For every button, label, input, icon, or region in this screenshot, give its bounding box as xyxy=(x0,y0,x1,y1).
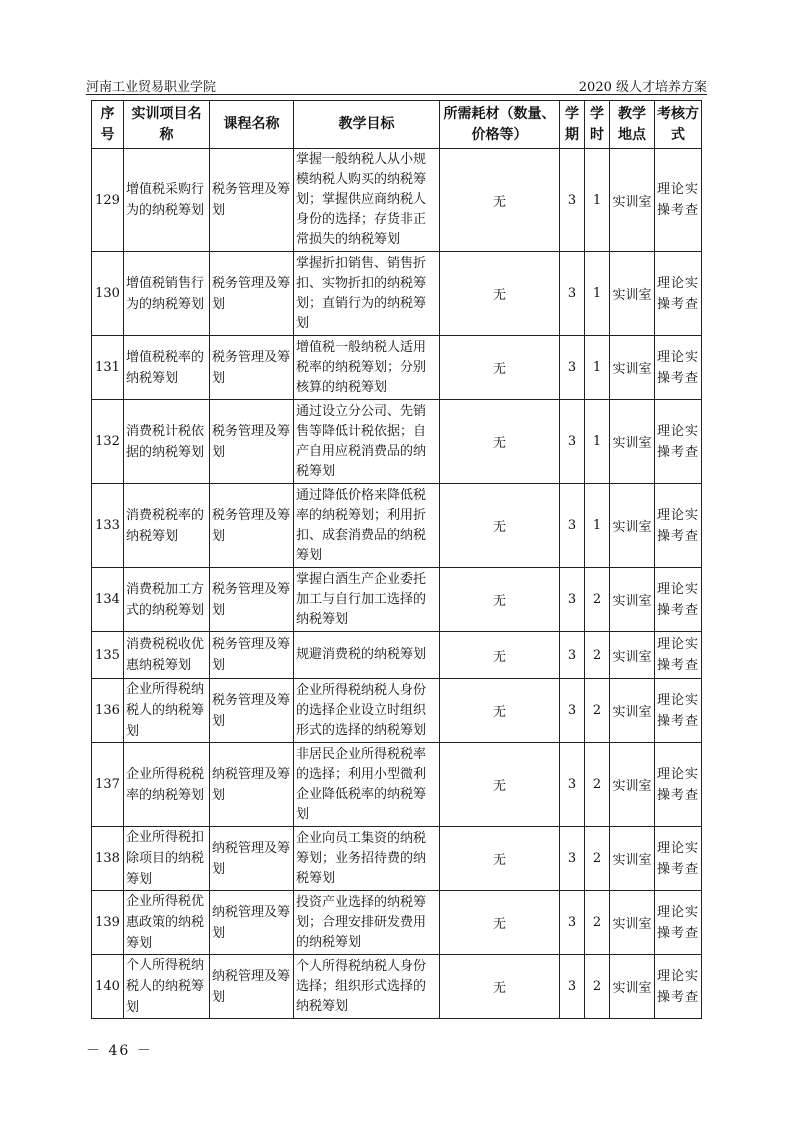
table-row xyxy=(92,743,702,827)
semester-cell: 3 xyxy=(560,679,585,743)
semester-cell: 3 xyxy=(560,891,585,955)
semester-cell: 3 xyxy=(560,484,585,568)
project-name-cell: 企业所得税纳税人的纳税筹划 xyxy=(124,679,210,743)
hours-cell: 2 xyxy=(585,679,610,743)
project-name-cell: 企业所得税税率的纳税筹划 xyxy=(124,743,210,827)
project-name-cell: 增值税采购行为的纳税筹划 xyxy=(124,149,210,252)
location-cell: 实训室 xyxy=(610,149,655,252)
project-name-cell: 消费税税率的纳税筹划 xyxy=(124,484,210,568)
table-row xyxy=(92,955,702,1019)
location-cell: 实训室 xyxy=(610,484,655,568)
teaching-goal-cell: 个人所得税纳税人身份选择；组织形式选择的纳税筹划 xyxy=(294,955,440,1019)
table-row xyxy=(92,632,702,679)
course-name-cell: 税务管理及筹划 xyxy=(210,679,294,743)
course-name-cell: 税务管理及筹划 xyxy=(210,400,294,484)
exam-method-cell: 理论实操考查 xyxy=(655,891,702,955)
exam-method-cell: 理论实操考查 xyxy=(655,149,702,252)
header-semester: 学期 xyxy=(560,101,585,149)
teaching-goal-cell: 掌握白酒生产企业委托加工与自行加工选择的纳税筹划 xyxy=(294,568,440,632)
hours-cell: 2 xyxy=(585,827,610,891)
semester-cell: 3 xyxy=(560,827,585,891)
teaching-goal-cell: 非居民企业所得税税率的选择；利用小型微利企业降低税率的纳税筹划 xyxy=(294,743,440,827)
header-hours: 学时 xyxy=(585,101,610,149)
school-name: 河南工业贸易职业学院 xyxy=(86,80,217,95)
row-index-cell: 132 xyxy=(92,400,124,484)
semester-cell: 3 xyxy=(560,955,585,1019)
exam-method-cell: 理论实操考查 xyxy=(655,743,702,827)
materials-cell: 无 xyxy=(440,827,560,891)
teaching-goal-cell: 通过降低价格来降低税率的纳税筹划；利用折扣、成套消费品的纳税筹划 xyxy=(294,484,440,568)
location-cell: 实训室 xyxy=(610,632,655,679)
exam-method-cell: 理论实操考查 xyxy=(655,336,702,400)
semester-cell: 3 xyxy=(560,149,585,252)
table-header-row xyxy=(92,101,702,149)
hours-cell: 1 xyxy=(585,336,610,400)
materials-cell: 无 xyxy=(440,252,560,336)
row-index-cell: 135 xyxy=(92,632,124,679)
project-name-cell: 个人所得税纳税人的纳税筹划 xyxy=(124,955,210,1019)
materials-cell: 无 xyxy=(440,955,560,1019)
materials-cell: 无 xyxy=(440,568,560,632)
header-course: 课程名称 xyxy=(210,101,294,149)
course-name-cell: 税务管理及筹划 xyxy=(210,484,294,568)
hours-cell: 2 xyxy=(585,891,610,955)
row-index-cell: 140 xyxy=(92,955,124,1019)
course-name-cell: 税务管理及筹划 xyxy=(210,336,294,400)
exam-method-cell: 理论实操考查 xyxy=(655,632,702,679)
hours-cell: 2 xyxy=(585,632,610,679)
semester-cell: 3 xyxy=(560,336,585,400)
location-cell: 实训室 xyxy=(610,336,655,400)
header-idx: 序号 xyxy=(92,101,124,149)
hours-cell: 1 xyxy=(585,400,610,484)
table-row xyxy=(92,679,702,743)
exam-method-cell: 理论实操考查 xyxy=(655,400,702,484)
materials-cell: 无 xyxy=(440,149,560,252)
location-cell: 实训室 xyxy=(610,679,655,743)
header-location: 教学地点 xyxy=(610,101,655,149)
location-cell: 实训室 xyxy=(610,955,655,1019)
course-name-cell: 纳税管理及筹划 xyxy=(210,743,294,827)
hours-cell: 2 xyxy=(585,955,610,1019)
teaching-goal-cell: 投资产业选择的纳税筹划；合理安排研发费用的纳税筹划 xyxy=(294,891,440,955)
location-cell: 实训室 xyxy=(610,568,655,632)
materials-cell: 无 xyxy=(440,400,560,484)
semester-cell: 3 xyxy=(560,400,585,484)
table-body xyxy=(92,149,702,1019)
materials-cell: 无 xyxy=(440,743,560,827)
row-index-cell: 130 xyxy=(92,252,124,336)
course-name-cell: 纳税管理及筹划 xyxy=(210,891,294,955)
page-header xyxy=(86,74,707,95)
semester-cell: 3 xyxy=(560,632,585,679)
header-goal: 教学目标 xyxy=(294,101,440,149)
location-cell: 实训室 xyxy=(610,400,655,484)
project-name-cell: 消费税计税依据的纳税筹划 xyxy=(124,400,210,484)
table-row xyxy=(92,484,702,568)
course-name-cell: 税务管理及筹划 xyxy=(210,252,294,336)
materials-cell: 无 xyxy=(440,632,560,679)
project-name-cell: 企业所得税优惠政策的纳税筹划 xyxy=(124,891,210,955)
course-name-cell: 纳税管理及筹划 xyxy=(210,827,294,891)
row-index-cell: 134 xyxy=(92,568,124,632)
teaching-goal-cell: 规避消费税的纳税筹划 xyxy=(294,632,440,679)
materials-cell: 无 xyxy=(440,891,560,955)
project-name-cell: 企业所得税扣除项目的纳税筹划 xyxy=(124,827,210,891)
row-index-cell: 139 xyxy=(92,891,124,955)
table-row xyxy=(92,149,702,252)
location-cell: 实训室 xyxy=(610,827,655,891)
training-plan-table xyxy=(91,100,702,1019)
exam-method-cell: 理论实操考查 xyxy=(655,679,702,743)
location-cell: 实训室 xyxy=(610,891,655,955)
semester-cell: 3 xyxy=(560,252,585,336)
teaching-goal-cell: 增值税一般纳税人适用税率的纳税筹划；分别核算的纳税筹划 xyxy=(294,336,440,400)
course-name-cell: 纳税管理及筹划 xyxy=(210,955,294,1019)
header-exam: 考核方式 xyxy=(655,101,702,149)
teaching-goal-cell: 企业向员工集资的纳税筹划；业务招待费的纳税筹划 xyxy=(294,827,440,891)
teaching-goal-cell: 掌握一般纳税人从小规模纳税人购买的纳税筹划；掌握供应商纳税人身份的选择；存货非正常损失的纳税筹划 xyxy=(294,149,440,252)
hours-cell: 1 xyxy=(585,149,610,252)
row-index-cell: 137 xyxy=(92,743,124,827)
row-index-cell: 138 xyxy=(92,827,124,891)
header-materials: 所需耗材（数量、价格等） xyxy=(440,101,560,149)
row-index-cell: 133 xyxy=(92,484,124,568)
row-index-cell: 136 xyxy=(92,679,124,743)
materials-cell: 无 xyxy=(440,679,560,743)
project-name-cell: 消费税税收优惠纳税筹划 xyxy=(124,632,210,679)
table-row xyxy=(92,827,702,891)
exam-method-cell: 理论实操考查 xyxy=(655,252,702,336)
table-row xyxy=(92,891,702,955)
table-row xyxy=(92,252,702,336)
course-name-cell: 税务管理及筹划 xyxy=(210,632,294,679)
row-index-cell: 129 xyxy=(92,149,124,252)
teaching-goal-cell: 掌握折扣销售、销售折扣、实物折扣的纳税筹划；直销行为的纳税筹划 xyxy=(294,252,440,336)
semester-cell: 3 xyxy=(560,743,585,827)
location-cell: 实训室 xyxy=(610,743,655,827)
row-index-cell: 131 xyxy=(92,336,124,400)
project-name-cell: 增值税税率的纳税筹划 xyxy=(124,336,210,400)
project-name-cell: 增值税销售行为的纳税筹划 xyxy=(124,252,210,336)
project-name-cell: 消费税加工方式的纳税筹划 xyxy=(124,568,210,632)
hours-cell: 1 xyxy=(585,252,610,336)
materials-cell: 无 xyxy=(440,336,560,400)
teaching-goal-cell: 通过设立分公司、先销售等降低计税依据；自产自用应税消费品的纳税筹划 xyxy=(294,400,440,484)
document-title: 2020 级人才培养方案 xyxy=(578,80,707,95)
materials-cell: 无 xyxy=(440,484,560,568)
exam-method-cell: 理论实操考查 xyxy=(655,827,702,891)
table-row xyxy=(92,336,702,400)
hours-cell: 1 xyxy=(585,484,610,568)
header-project: 实训项目名称 xyxy=(124,101,210,149)
exam-method-cell: 理论实操考查 xyxy=(655,568,702,632)
location-cell: 实训室 xyxy=(610,252,655,336)
page-number: － 46 － xyxy=(86,1043,153,1059)
course-name-cell: 税务管理及筹划 xyxy=(210,568,294,632)
semester-cell: 3 xyxy=(560,568,585,632)
exam-method-cell: 理论实操考查 xyxy=(655,955,702,1019)
exam-method-cell: 理论实操考查 xyxy=(655,484,702,568)
teaching-goal-cell: 企业所得税纳税人身份的选择企业设立时组织形式的选择的纳税筹划 xyxy=(294,679,440,743)
course-name-cell: 税务管理及筹划 xyxy=(210,149,294,252)
hours-cell: 2 xyxy=(585,743,610,827)
table-row xyxy=(92,568,702,632)
hours-cell: 2 xyxy=(585,568,610,632)
table-row xyxy=(92,400,702,484)
